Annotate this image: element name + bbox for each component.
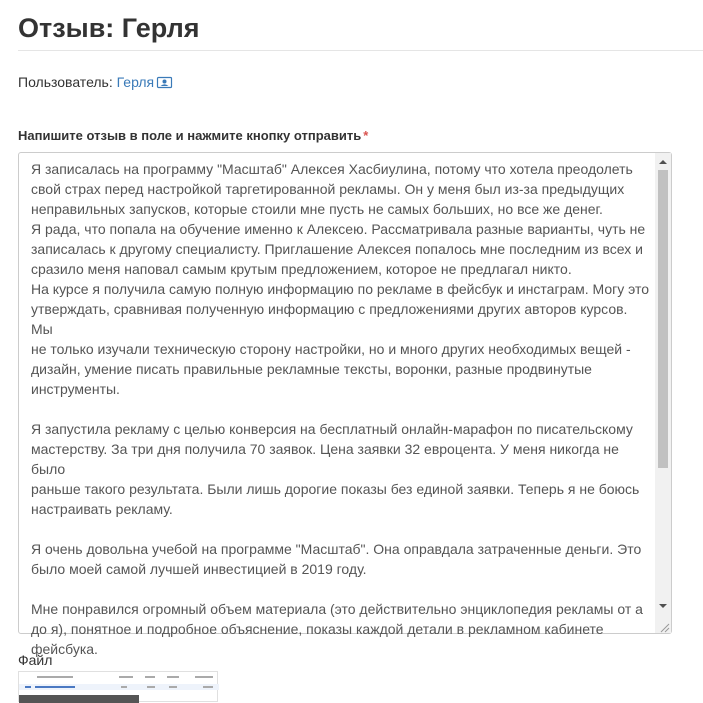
scroll-thumb[interactable] [658, 170, 668, 468]
thumbnail-bar [19, 695, 139, 703]
review-textarea[interactable] [18, 152, 672, 657]
scroll-up-icon[interactable] [655, 155, 671, 169]
file-label: Файл [18, 652, 53, 668]
thumbnail-row [19, 684, 219, 690]
user-name[interactable]: Герля [116, 74, 155, 90]
thumbnail-header [19, 675, 219, 680]
review-field-label [18, 126, 368, 146]
file-thumbnail[interactable] [18, 671, 218, 702]
user-line [18, 72, 172, 92]
review-scrollbar[interactable] [655, 153, 671, 633]
page-title: Отзыв: Герля [18, 13, 200, 43]
resize-handle-icon[interactable] [658, 620, 670, 632]
user-link[interactable] [117, 74, 173, 90]
review-text[interactable]: Я записалась на программу "Масштаб" Алексея Хасбиулина, потому что хотела преодолеть свой страх перед настройкой таргетированной рекламы. Он у меня был из-за предыдущих неправильных запусков, которые стоили мне пусть не самых больших, но все же денег. Я рада, что попала на обучение именно к Алексею. Рассматривала разные варианты, чуть не записалась к другому специалисту. Приглашение Алексея попалось мне последним из всех и сразило меня наповал самым крутым предложением, которое не предлагал никто. На курсе я получила самую полную информацию по рекламе в фейсбук и инстаграм. Могу это утверждать, сравнивая полученную информацию с предложениями других авторов курсов. Мы не только изучали техническую сторону настройки, но и много других необходимых вещей - дизайн, умение писать правильные рекламные тексты, воронки, разные продвинутые инструменты. Я запустила рекламу с целью конверсия на бесплатный онлайн-марафон по писательскому мастерству. За три дня получила 70 заявок. Цена заявки 32 евроцента. У меня никогда не было раньше такого результата. Были лишь дорогие показы без единой заявки. Теперь я не боюсь настраивать рекламу. Я очень довольна учебой на программе "Масштаб". Она оправдала затраченные деньги. Это было моей самой лучшей инвестицией в 2019 году. Мне понравился огромный объем материала (это действительно энциклопедия рекламы от а до я), понятное и подробное объяснение, показы каждой детали в рекламном кабинете фейсбука. [31, 161, 650, 657]
title-divider [18, 50, 703, 51]
review-label-text: Напишите отзыв в поле и нажмите кнопку отправить [18, 128, 362, 143]
user-label: Пользователь: [18, 74, 113, 90]
user-card-icon[interactable] [157, 73, 172, 84]
scroll-down-icon[interactable] [655, 599, 671, 613]
required-mark: * [363, 128, 369, 143]
